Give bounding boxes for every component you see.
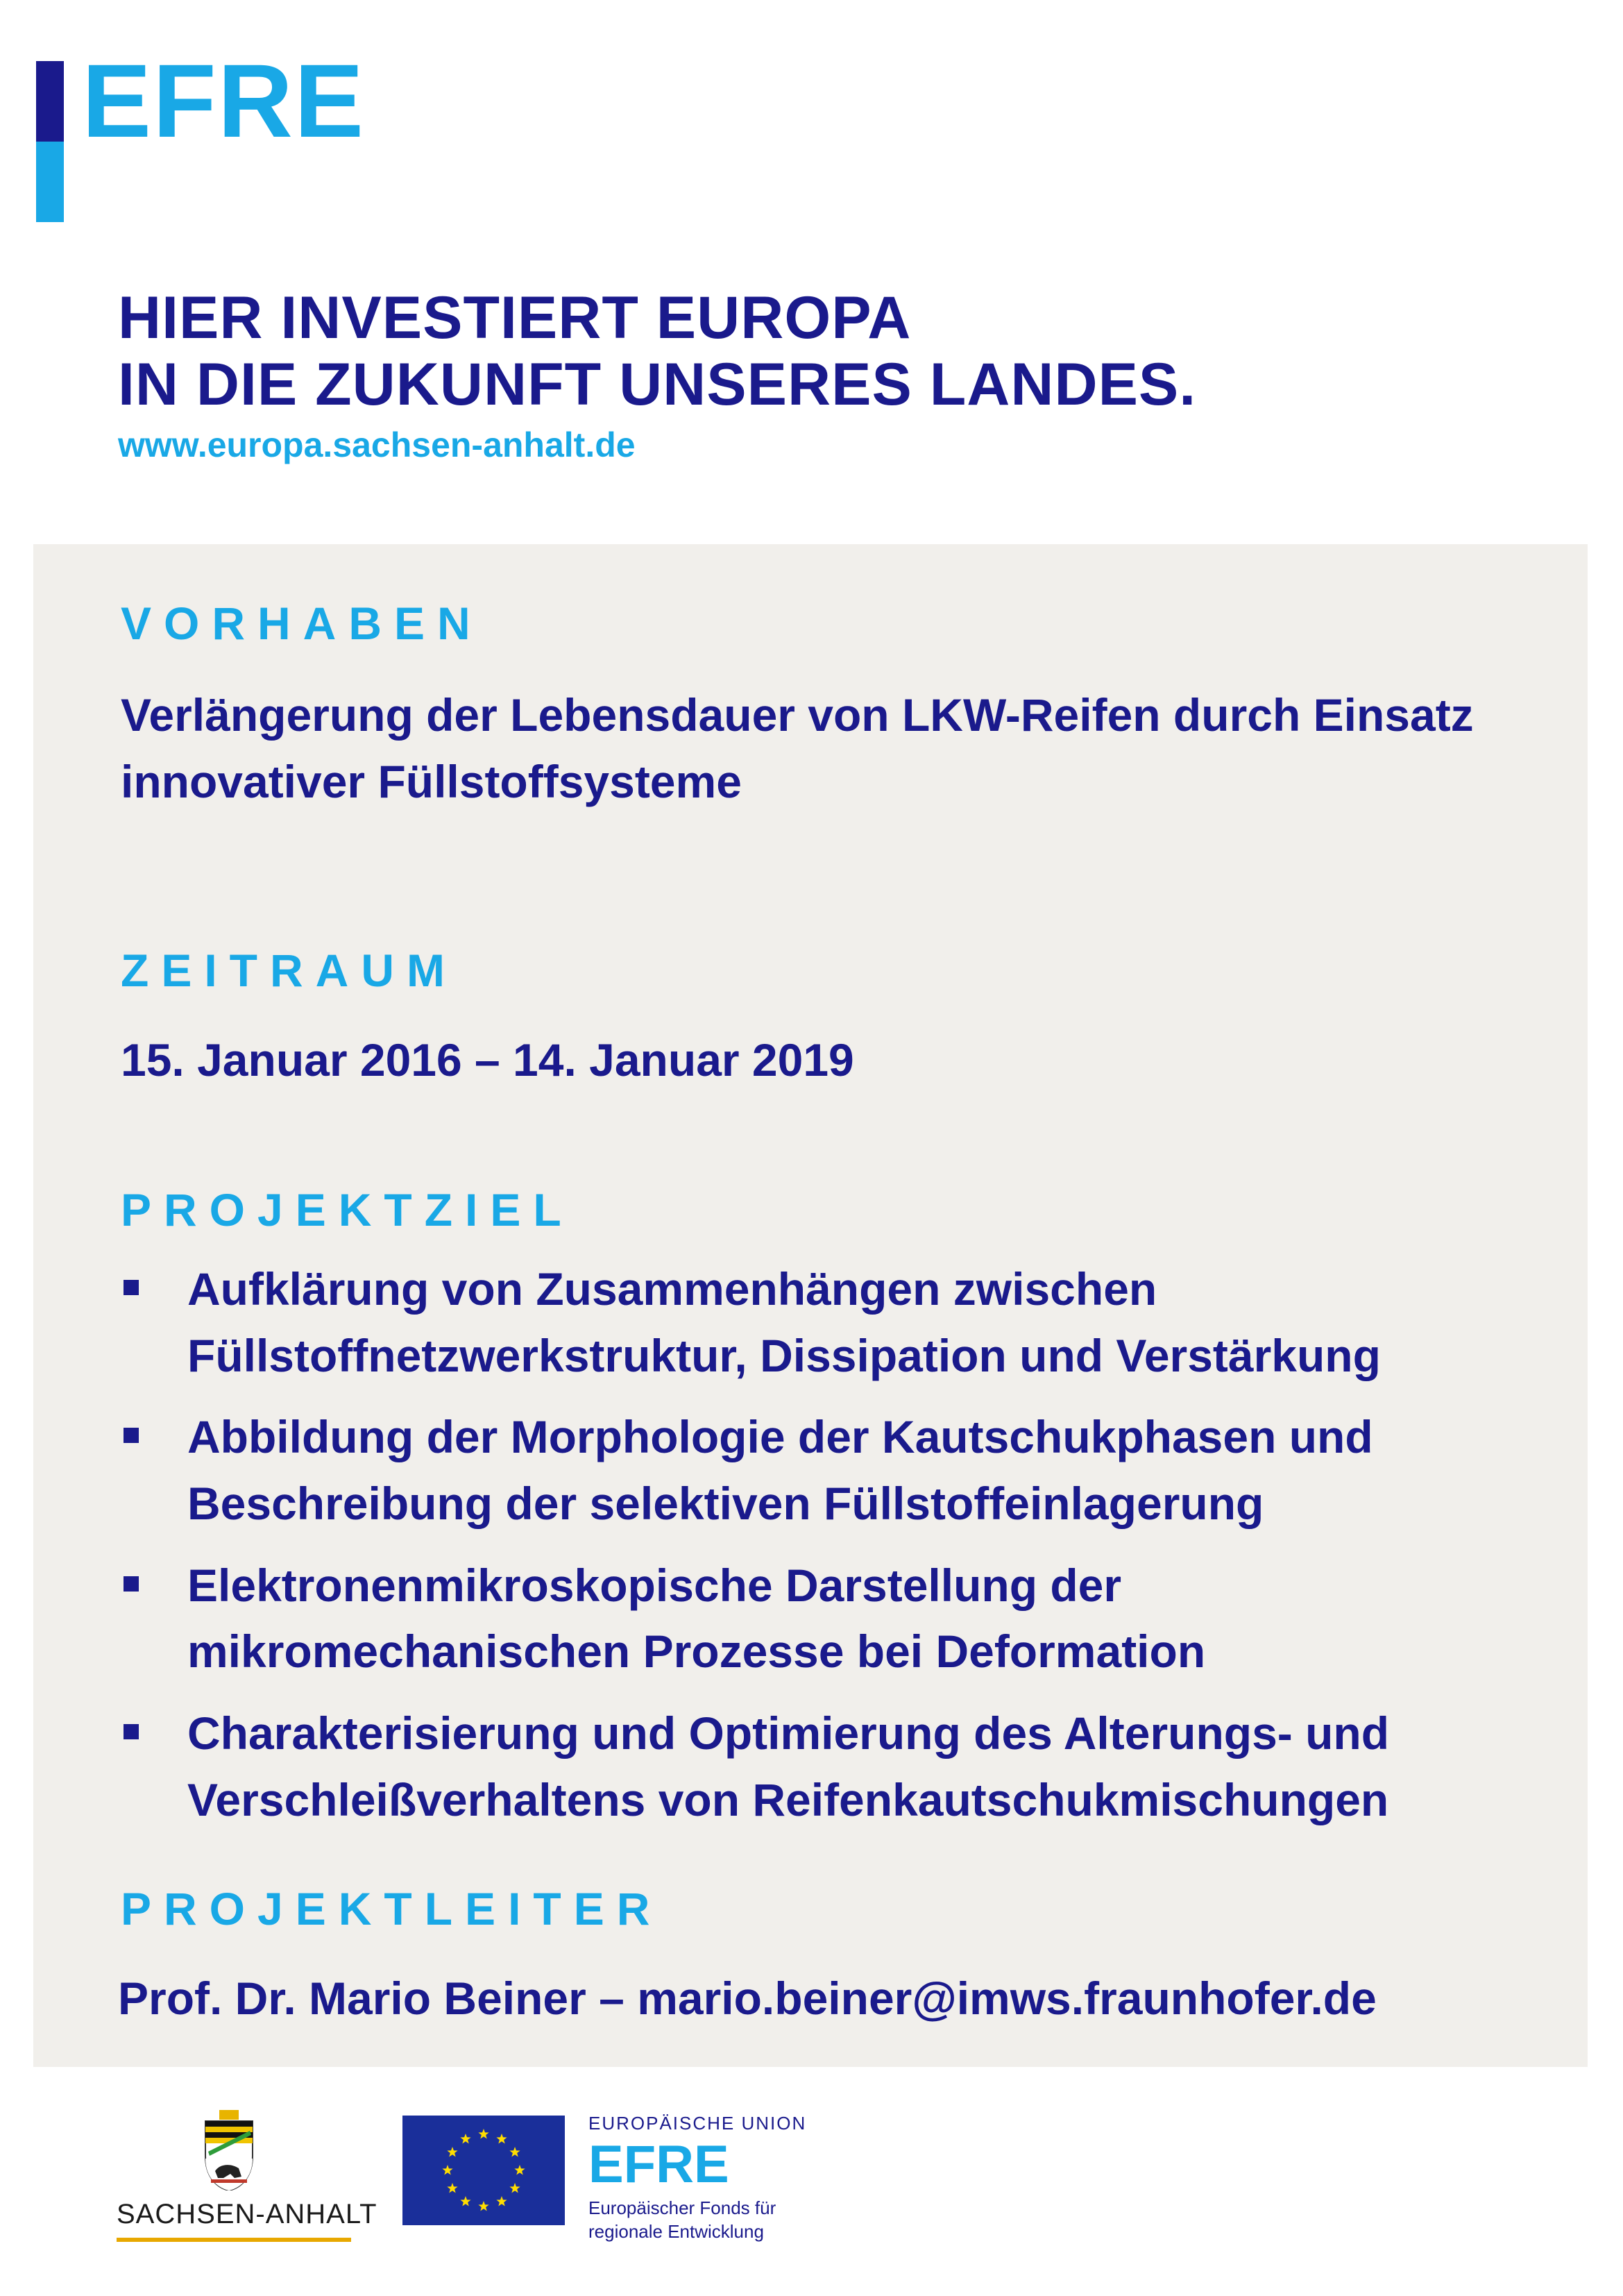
eu-star-icon [496, 2196, 507, 2206]
coat-of-arms-icon [203, 2110, 255, 2191]
vorhaben-text [121, 682, 1474, 815]
eu-star-icon [447, 2147, 457, 2156]
sachsen-anhalt-underline [117, 2238, 351, 2242]
eu-fund-line-1: Europäischer Fonds für [588, 2197, 776, 2218]
website-link[interactable]: www.europa.sachsen-anhalt.de [118, 425, 636, 464]
projektleiter-value: Prof. Dr. Mario Beiner – mario.beiner@imws.fraunhofer.de [118, 1973, 1377, 2024]
projektziel-label: PROJEKTZIEL [121, 1184, 574, 1235]
eu-star-icon [478, 2201, 488, 2211]
list-item: Abbildung der Morphologie der Kautschukphasen und Beschreibung der selektiven Füllstoffeinlagerung [118, 1404, 1540, 1537]
projektleiter-label: PROJEKTLEITER [121, 1883, 663, 1934]
headline [118, 285, 1196, 419]
headline-line-2: IN DIE ZUKUNFT UNSERES LANDES. [118, 351, 1197, 419]
vorhaben-line-2: innovativer Füllstoffsysteme [121, 755, 742, 807]
list-item: Charakterisierung und Optimierung des Alterungs- und Verschleißverhaltens von Reifenkautschukmischungen [118, 1700, 1540, 1833]
square-bullet-icon [124, 1576, 139, 1592]
eu-fund-description [588, 2197, 806, 2244]
eu-stars-icon [402, 2116, 565, 2225]
eu-star-icon [442, 2165, 452, 2175]
eu-efre-logo [588, 2113, 806, 2244]
list-item: Aufklärung von Zusammenhängen zwischen Füllstoffnetzwerkstruktur, Dissipation und Verstärkung [118, 1256, 1540, 1389]
square-bullet-icon [124, 1428, 139, 1443]
efre-logo-bar-dark [36, 61, 64, 142]
eu-star-icon [509, 2183, 520, 2193]
eu-star-icon [496, 2134, 507, 2143]
eu-efre-text: EFRE [588, 2135, 729, 2194]
headline-line-1: HIER INVESTIERT EUROPA [118, 285, 912, 351]
square-bullet-icon [124, 1280, 139, 1295]
eu-star-icon [460, 2196, 470, 2206]
vorhaben-line-1: Verlängerung der Lebensdauer von LKW-Reifen durch Einsatz [121, 689, 1474, 741]
eu-fund-line-2: regionale Entwicklung [588, 2220, 764, 2242]
eu-star-icon [514, 2165, 525, 2175]
zeitraum-label: ZEITRAUM [121, 945, 457, 996]
eu-star-icon [509, 2147, 520, 2156]
vorhaben-label: VORHABEN [121, 598, 483, 649]
list-item: Elektronenmikroskopische Darstellung der mikromechanischen Prozesse bei Deformation [118, 1553, 1540, 1685]
projektziel-list [118, 1256, 1540, 1849]
eu-star-icon [447, 2183, 457, 2193]
eu-flag [402, 2116, 565, 2225]
square-bullet-icon [124, 1724, 139, 1739]
efre-logo-text: EFRE [82, 42, 366, 159]
efre-logo-bar-light [36, 142, 64, 222]
zeitraum-value: 15. Januar 2016 – 14. Januar 2019 [121, 1034, 854, 1086]
sachsen-anhalt-text: SACHSEN-ANHALT [117, 2199, 377, 2229]
eu-label: EUROPÄISCHE UNION [588, 2113, 807, 2134]
eu-star-icon [478, 2129, 488, 2138]
eu-star-icon [460, 2134, 470, 2143]
sachsen-anhalt-logo [111, 2110, 377, 2242]
